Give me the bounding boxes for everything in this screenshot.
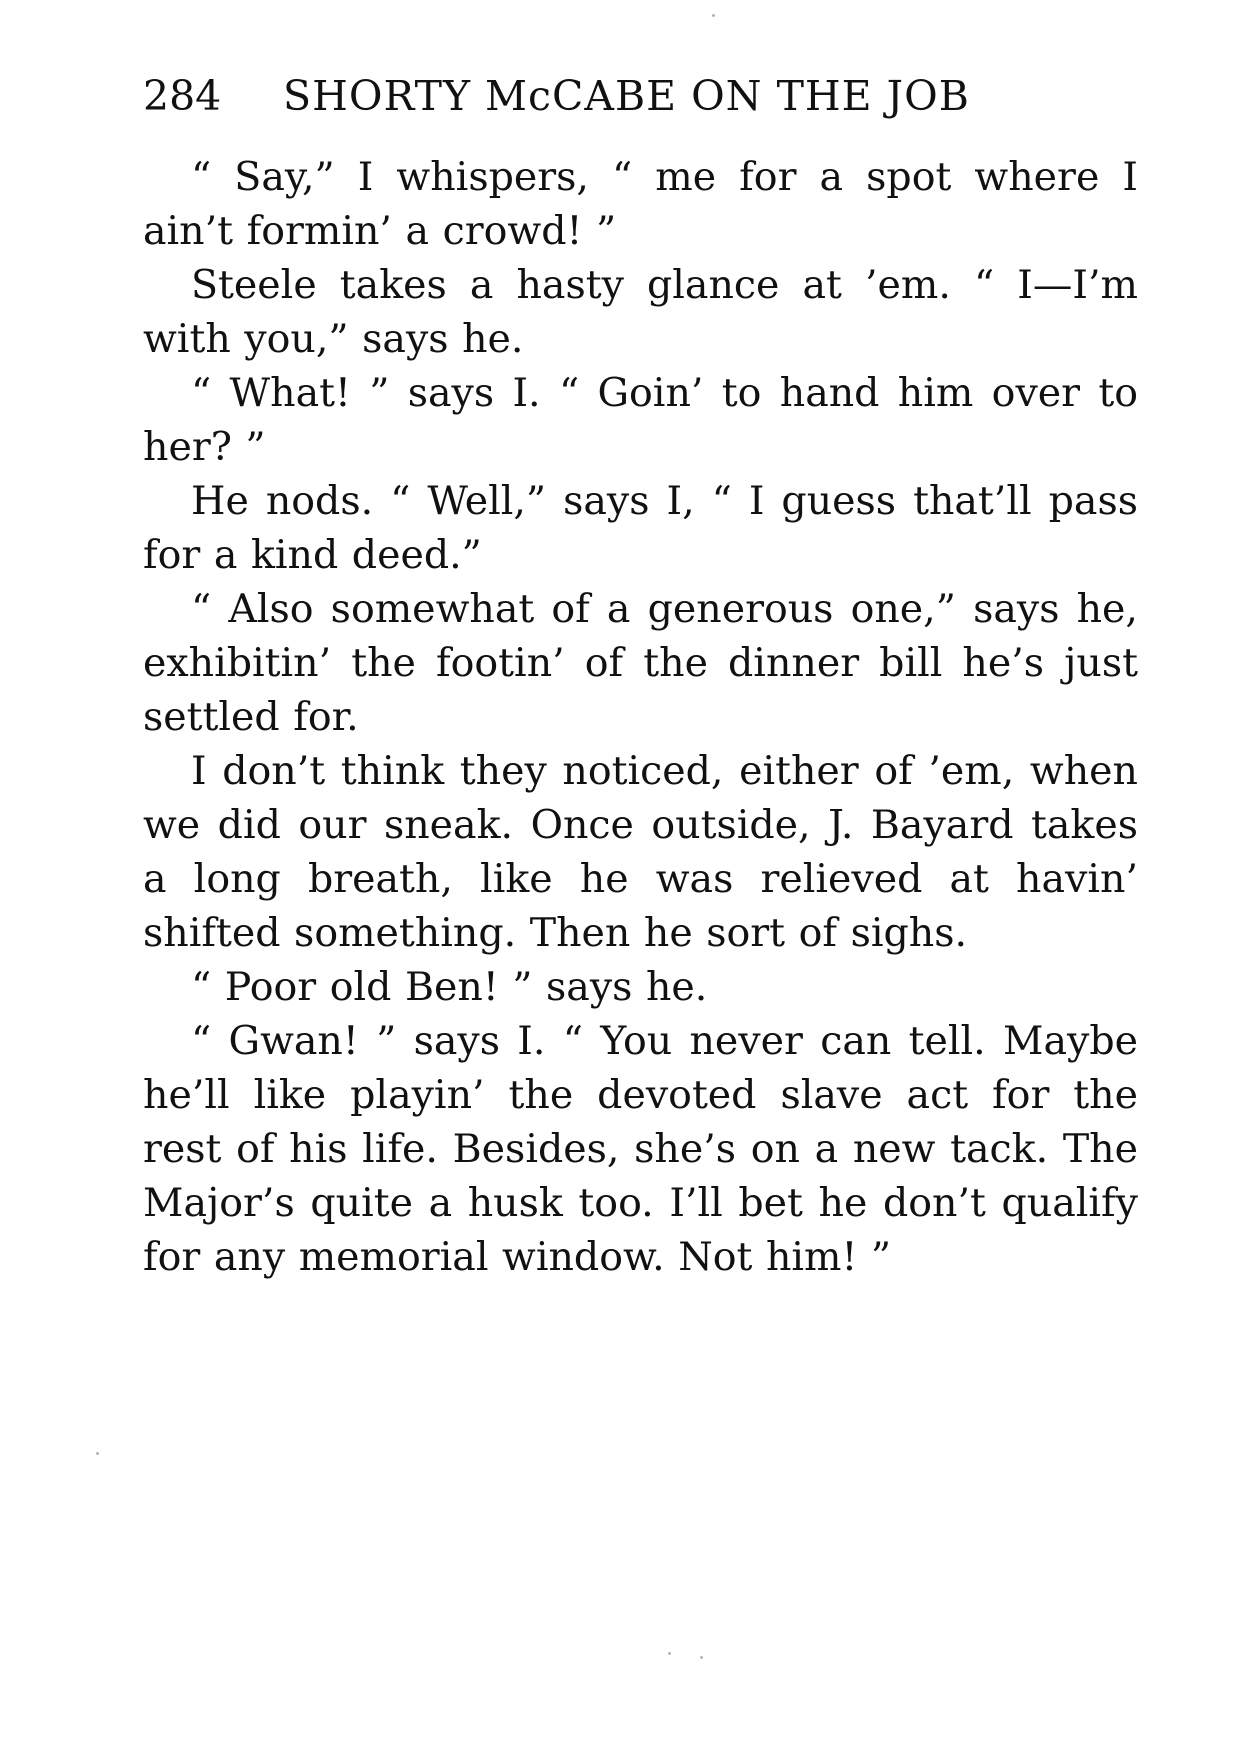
body-text [143,150,1138,1284]
paragraph: “ Poor old Ben! ” says he. [191,964,708,1010]
scan-speck [712,14,715,17]
running-title: SHORTY McCABE ON THE JOB [283,72,970,120]
paragraph: “ Also somewhat of a generous one,” says he, exhibitin’ the footin’ of the dinner bill he’s just settled for. [143,586,1138,740]
paragraph: “ Say,” I whispers, “ me for a spot where I ain’t formin’ a crowd! ” [143,154,1138,254]
running-head [143,66,1103,126]
paragraph: I don’t think they noticed, either of ’em, when we did our sneak. Once outside, J. Bayard takes a long breath, like he was relieved at havin’ shifted something. Then he sort of sighs. [143,748,1138,956]
paragraph: “ Gwan! ” says I. “ You never can tell. Maybe he’ll like playin’ the devoted slave act for the rest of his life. Besides, she’s on a new tack. The Major’s quite a husk too. I’ll bet he don’t qualify for any memorial window. Not him! ” [143,1018,1138,1280]
paragraph: “ What! ” says I. “ Goin’ to hand him over to her? ” [143,370,1138,470]
scan-speck [96,1452,99,1455]
paragraph: He nods. “ Well,” says I, “ I guess that’ll pass for a kind deed.” [143,478,1138,578]
paragraph: Steele takes a hasty glance at ’em. “ I—I’m with you,” says he. [143,262,1138,362]
page-number: 284 [143,72,222,120]
scan-speck [700,1656,703,1659]
scan-speck [668,1652,671,1655]
